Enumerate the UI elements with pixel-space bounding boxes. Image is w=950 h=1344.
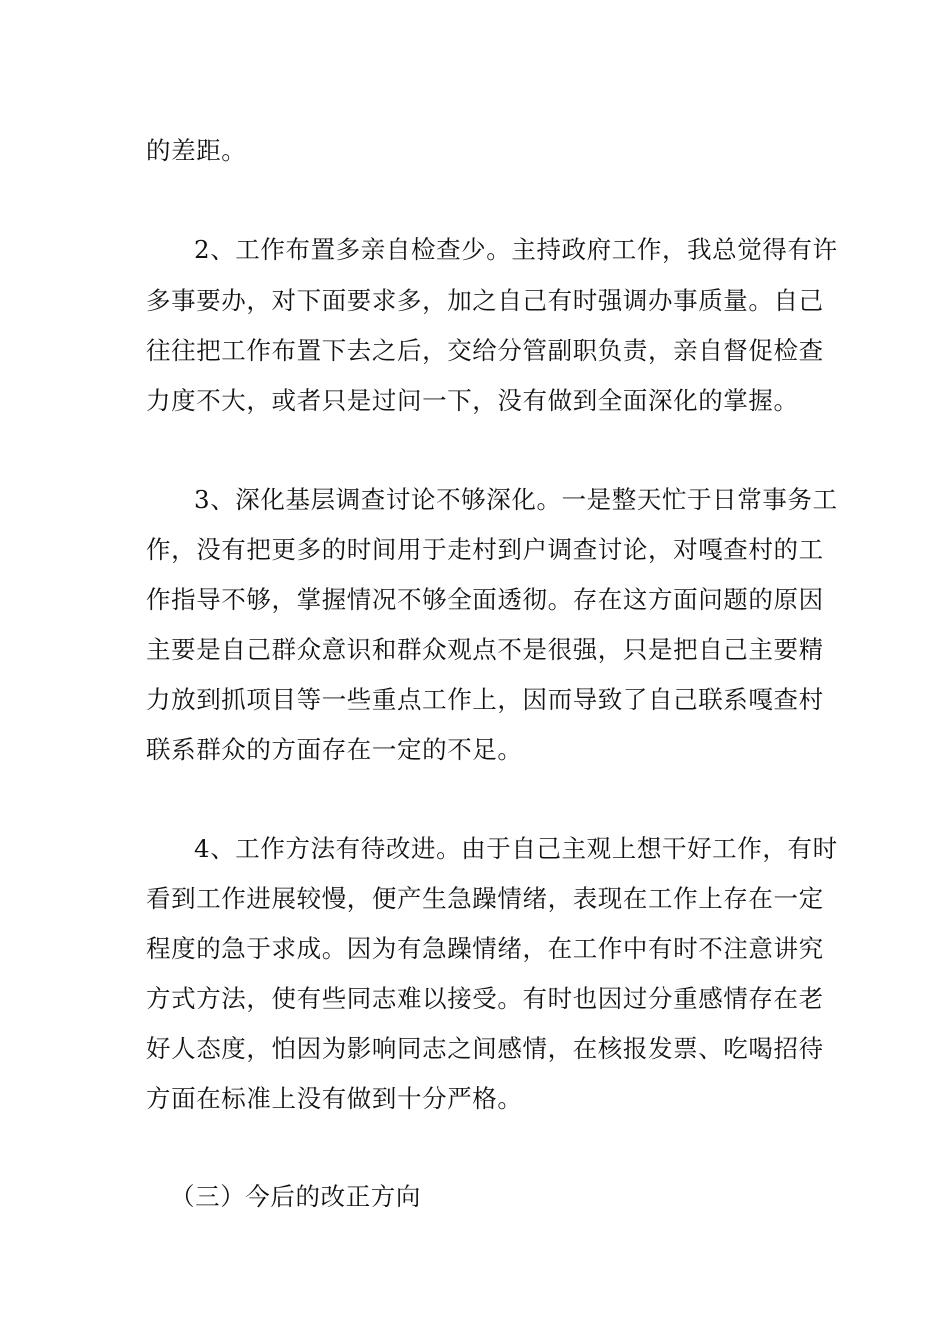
paragraph-line: 作，没有把更多的时间用于走村到户调查讨论，对嘎查村的工 bbox=[146, 535, 824, 564]
paragraph-line: 联系群众的方面存在一定的不足。 bbox=[146, 735, 523, 764]
paragraph-line: 方式方法，使有些同志难以接受。有时也因过分重感情存在老 bbox=[146, 984, 824, 1013]
paragraph-line: 力放到抓项目等一些重点工作上，因而导致了自己联系嘎查村 bbox=[146, 685, 824, 714]
paragraph-line: 多事要办，对下面要求多，加之自己有时强调办事质量。自己 bbox=[146, 286, 824, 315]
paragraph-line: 力度不大，或者只是过问一下，没有做到全面深化的掌握。 bbox=[146, 386, 799, 415]
paragraph-line: 的差距。 bbox=[146, 136, 247, 165]
paragraph-line: 2、工作布置多亲自检查少。主持政府工作，我总觉得有许 bbox=[194, 235, 838, 264]
paragraph-line: 作指导不够，掌握情况不够全面透彻。存在这方面问题的原因 bbox=[146, 585, 824, 614]
paragraph-line: 往往把工作布置下去之后，交给分管副职负责，亲自督促检查 bbox=[146, 336, 824, 365]
paragraph-line: 好人态度，怕因为影响同志之间感情，在核报发票、吃喝招待 bbox=[146, 1034, 824, 1063]
paragraph-line: 程度的急于求成。因为有急躁情绪，在工作中有时不注意讲究 bbox=[146, 934, 824, 963]
paragraph-line: 看到工作进展较慢，便产生急躁情绪，表现在工作上存在一定 bbox=[146, 884, 824, 913]
section-heading: （三）今后的改正方向 bbox=[170, 1182, 421, 1211]
paragraph-line: 方面在标准上没有做到十分严格。 bbox=[146, 1084, 523, 1113]
paragraph-line: 4、工作方法有待改进。由于自己主观上想干好工作，有时 bbox=[194, 834, 838, 863]
paragraph-line: 3、深化基层调查讨论不够深化。一是整天忙于日常事务工 bbox=[194, 485, 838, 514]
paragraph-line: 主要是自己群众意识和群众观点不是很强，只是把自己主要精 bbox=[146, 635, 824, 664]
